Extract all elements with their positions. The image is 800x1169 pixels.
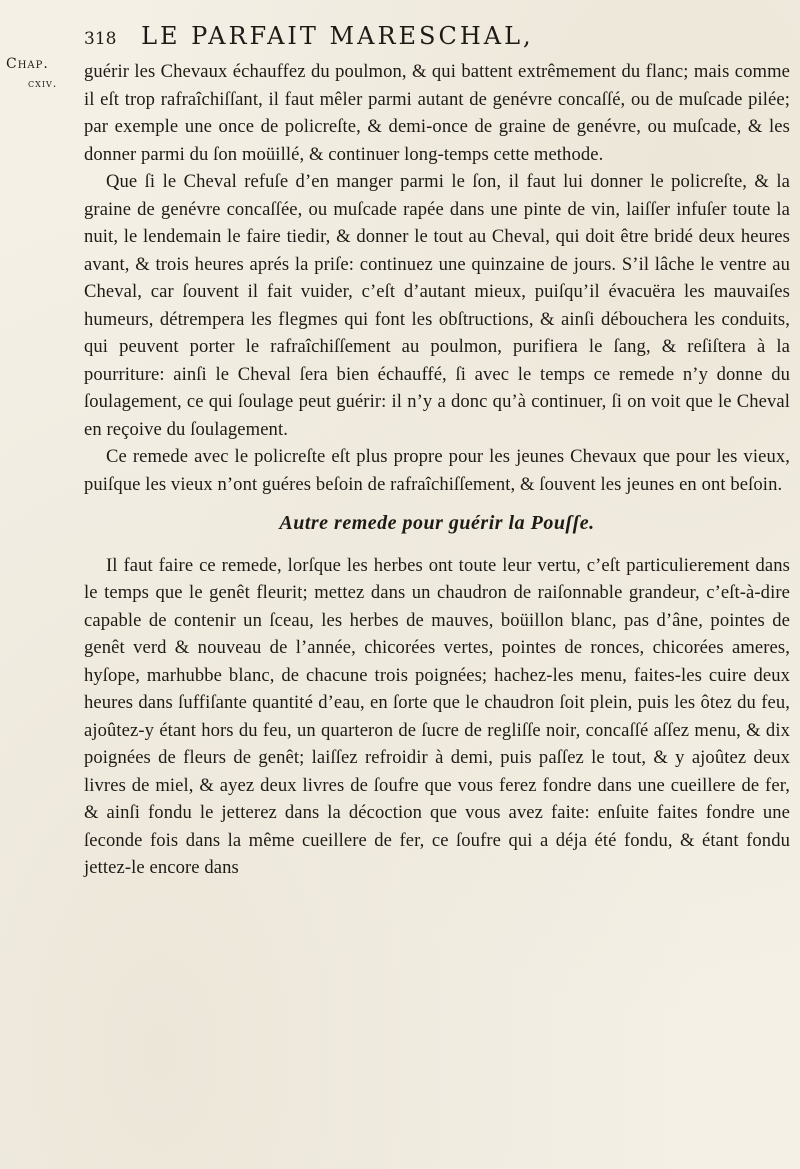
chapter-number: cxiv. xyxy=(28,77,58,90)
chapter-margin-note xyxy=(6,54,66,94)
running-title: LE PARFAIT MARESCHAL, xyxy=(141,22,534,50)
paragraph-1: guérir les Chevaux échauffez du poulmon, & qui battent extrêmement du flanc; mais comme il eſt trop rafraîchiſſant, il faut mêler parmi autant de genévre concaſſé, ou de muſcade pilée; par exemple une once de policreſte, & demi-once de graine de genévre, ou muſcade, & les donner parmi du ſon moüillé, & continuer long-temps cette methode. xyxy=(84,61,790,165)
paragraph-3: Ce remede avec le policreſte eſt plus propre pour les jeunes Chevaux que pour les vieux, puiſque les vieux n’ont guéres beſoin de rafraîchiſſement, & ſouvent les jeunes en ont beſoin. xyxy=(84,446,790,495)
page-number: 318 xyxy=(84,29,117,49)
body-text xyxy=(84,58,790,882)
paragraph-2: Que ſi le Cheval refuſe d’en manger parmi le ſon, il faut lui donner le policreſte, & la graine de genévre concaſſée, ou muſcade rapée dans une pinte de vin, laiſſer infuſer toute la nuit, le lendemain le faire tiedir, & donner le tout au Cheval, qui doit être bridé deux heures avant, & trois heures aprés la priſe: continuez une quinzaine de jours. S’il lâche le ventre au Cheval, car ſouvent il fait vuider, c’eſt d’autant mieux, puiſqu’il évacuëra les mauvaiſes humeurs, détrempera les flegmes qui font les obſtructions, & ainſi débouchera les conduits, qui peuvent porter le rafraîchiſſement au poulmon, purifiera le ſang, & reſiſtera à la pourriture: ainſi le Cheval ſera bien échauffé, ſi avec le temps ce remede n’y donne du ſoulagement, ce qui ſoulage peut guérir: il n’y a donc qu’à continuer, ſi on voit que le Cheval en reçoive du ſoulagement. xyxy=(84,171,790,440)
running-header xyxy=(84,22,774,58)
chapter-label: Chap. xyxy=(6,56,49,72)
section-heading: Autre remede pour guérir la Pouſſe. xyxy=(279,512,595,534)
paragraph-4: Il faut faire ce remede, lorſque les herbes ont toute leur vertu, c’eſt particulierement dans le temps que le genêt fleurit; mettez dans un chaudron de raiſonnable grandeur, c’eſt-à-dire capable de contenir un ſceau, les herbes de mauves, boüillon blanc, pas d’âne, pointes de genêt verd & nouveau de l’année, chicorées vertes, pointes de ronces, chicorées ameres, hyſope, marhubbe blanc, de chacune trois poignées; hachez-les menu, faites-les cuire deux heures dans ſuffiſante quantité d’eau, en ſorte que le chaudron ſoit plein, puis les ôtez du feu, ajoûtez-y étant hors du feu, un quarteron de ſucre de regliſſe noir, concaſſé aſſez menu, & dix poignées de fleurs de genêt; laiſſez refroidir à demi, puis paſſez le tout, & y ajoûtez deux livres de miel, & ayez deux livres de ſoufre que vous ferez fondre dans une cueillere de fer, & ainſi fondu le jetterez dans la décoction que vous avez faite: enſuite faites fondre une ſeconde fois dans la même cueillere de fer, ce ſoufre qui a déja été fondu, & étant fondu jettez-le encore dans xyxy=(84,554,790,878)
